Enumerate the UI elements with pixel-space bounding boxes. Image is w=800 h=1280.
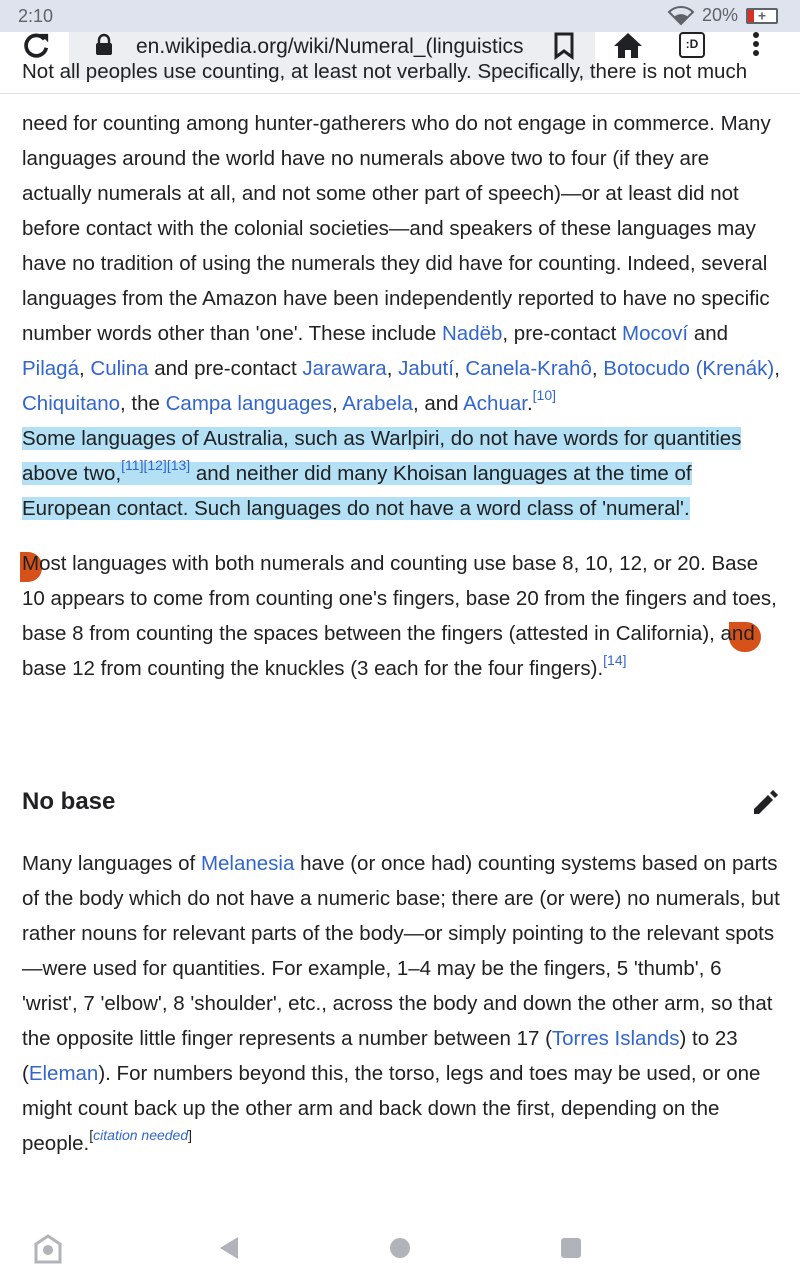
wifi-icon bbox=[668, 6, 694, 26]
text: and pre-contact bbox=[148, 357, 303, 380]
text: ). For numbers beyond this, the torso, legs and toes may be used, or one might count back up the other arm and back down the first, depending on the people. bbox=[22, 1062, 761, 1155]
assistant-icon[interactable] bbox=[34, 1234, 62, 1264]
url-text[interactable]: en.wikipedia.org/wiki/Numeral_(linguistics bbox=[136, 35, 524, 58]
selected-text-part-1: Some languages of Australia, such as Warlpiri, do not have words for quantities above two, bbox=[22, 427, 742, 485]
link-jabuti[interactable]: Jabutí bbox=[398, 357, 454, 380]
text: and bbox=[688, 322, 729, 345]
link-torres-islands[interactable]: Torres Islands bbox=[551, 1027, 680, 1050]
text: ) to 23 ( bbox=[22, 1027, 738, 1085]
citation-needed-text: citation needed bbox=[93, 1127, 189, 1143]
selected-text[interactable] bbox=[22, 427, 741, 520]
text: , bbox=[332, 392, 343, 415]
text: . bbox=[526, 392, 533, 415]
link-pilaga[interactable]: Pilagá bbox=[22, 357, 79, 380]
cutoff-text-line bbox=[22, 60, 782, 94]
recents-icon[interactable] bbox=[560, 1237, 582, 1259]
link-campa-languages[interactable]: Campa languages bbox=[165, 392, 333, 415]
text: , bbox=[453, 357, 466, 380]
reference-14[interactable]: [14] bbox=[603, 652, 627, 668]
lock-icon bbox=[95, 34, 113, 56]
battery-percent: 20% bbox=[701, 5, 738, 25]
home-circle-icon[interactable] bbox=[389, 1237, 411, 1259]
link-chiquitano[interactable]: Chiquitano bbox=[22, 392, 121, 415]
reference-12[interactable]: [12] bbox=[143, 457, 167, 473]
system-navigation-bar bbox=[0, 1216, 800, 1280]
reference-11[interactable]: [11] bbox=[121, 457, 144, 473]
paragraph-3 bbox=[22, 846, 782, 1161]
reference-13[interactable]: [13] bbox=[166, 457, 191, 473]
link-arabela[interactable]: Arabela bbox=[342, 392, 413, 415]
tab-switcher-label: :D bbox=[685, 37, 699, 51]
link-achuar[interactable]: Achuar bbox=[463, 392, 527, 415]
battery-icon: + bbox=[746, 8, 778, 24]
link-canela-kraho[interactable]: Canela-Krahô bbox=[465, 357, 592, 380]
link-mocovi[interactable]: Mocoví bbox=[622, 322, 689, 345]
text: , bbox=[79, 357, 91, 380]
link-melanesia[interactable]: Melanesia bbox=[200, 852, 295, 875]
citation-needed[interactable]: [citation needed] bbox=[89, 1127, 193, 1143]
paragraph-1 bbox=[22, 106, 782, 526]
link-eleman[interactable]: Eleman bbox=[28, 1062, 99, 1085]
text: Most languages with both numerals and counting use base 8, 10, 12, or 20. Base 10 appears to come from counting one's fingers, base 20 from the fingers and toes, base 8 from counting the spaces between the fingers (attested in California), and base 12 from counting the knuckles (3 each for the four fingers). bbox=[22, 552, 777, 680]
text: , bbox=[774, 357, 780, 380]
section-heading: No base bbox=[22, 788, 116, 815]
text: , pre-contact bbox=[502, 322, 623, 345]
text: Many languages of bbox=[22, 852, 201, 875]
link-jarawara[interactable]: Jarawara bbox=[302, 357, 387, 380]
text: , bbox=[386, 357, 399, 380]
back-icon[interactable] bbox=[218, 1236, 240, 1260]
edit-pencil-icon[interactable] bbox=[752, 790, 778, 816]
status-bar bbox=[0, 0, 800, 32]
cutoff-text: Not all peoples use counting, at least not verbally. Specifically, there is not much bbox=[22, 60, 748, 83]
status-time: 2:10 bbox=[18, 6, 54, 26]
reference-10[interactable]: [10] bbox=[532, 387, 557, 403]
link-botocudo[interactable]: Botocudo (Krenák) bbox=[603, 357, 775, 380]
paragraph-2 bbox=[22, 546, 782, 686]
selected-text-part-2: and neither did many Khoisan languages at the time of European contact. Such languages do not have a word class of 'numeral'. bbox=[22, 462, 692, 520]
status-right-group bbox=[668, 5, 778, 26]
text: need for counting among hunter-gatherers who do not engage in commerce. Many languages around the world have no numerals above two to four (if they are actually numerals at all, and not some other part of speech)—or at least did not before contact with the colonial societies—and speakers of these languages may have no tradition of using the numerals they did have for counting. Indeed, several languages from the Amazon have been independently reported to have no specific number words other than 'one'. These include bbox=[22, 112, 771, 345]
link-nadeb[interactable]: Nadëb bbox=[441, 322, 503, 345]
text: , bbox=[591, 357, 604, 380]
text: , and bbox=[412, 392, 464, 415]
text: have (or once had) counting systems based on parts of the body which do not have a numeric base; there are (or were) no numerals, but rather nouns for relevant parts of the body—or simply pointing to the relevant spots—were used for quantities. For example, 1–4 may be the fingers, 5 'thumb', 6 'wrist', 7 'elbow', 8 'shoulder', etc., across the body and down the other arm, so that the opposite little finger represents a number between 17 ( bbox=[22, 852, 780, 1050]
link-culina[interactable]: Culina bbox=[90, 357, 149, 380]
text: , the bbox=[120, 392, 166, 415]
